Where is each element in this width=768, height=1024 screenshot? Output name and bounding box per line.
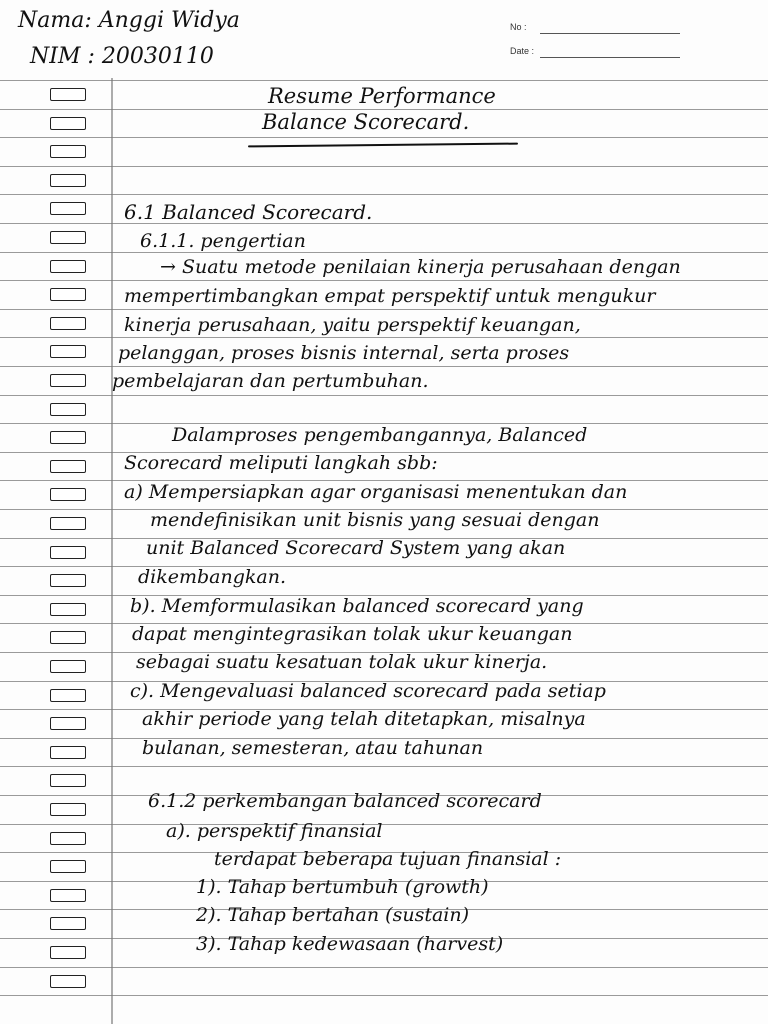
subsection-heading-6-1-2: 6.1.2 perkembangan balanced scorecard <box>148 790 542 812</box>
text-line: → Suatu metode penilaian kinerja perusahaan dengan <box>160 256 681 278</box>
title-underline <box>248 143 518 148</box>
text-line: mendefinisikan unit bisnis yang sesuai dengan <box>150 509 600 531</box>
margin-checkbox <box>50 517 86 530</box>
subsection-heading-6-1-1: 6.1.1. pengertian <box>140 230 306 252</box>
margin-checkbox <box>50 403 86 416</box>
text-line: terdapat beberapa tujuan finansial : <box>214 848 562 870</box>
margin-checkbox <box>50 145 86 158</box>
margin-checkbox <box>50 803 86 816</box>
margin-checkbox <box>50 431 86 444</box>
margin-checkbox <box>50 889 86 902</box>
margin-checkbox <box>50 917 86 930</box>
text-line: kinerja perusahaan, yaitu perspektif keuangan, <box>124 314 581 336</box>
margin-checkbox <box>50 345 86 358</box>
margin-checkbox <box>50 488 86 501</box>
margin-checkbox <box>50 603 86 616</box>
margin-checkbox <box>50 746 86 759</box>
margin-checkbox-column <box>0 0 110 1024</box>
section-heading-6-1: 6.1 Balanced Scorecard. <box>124 200 373 224</box>
margin-checkbox <box>50 574 86 587</box>
margin-checkbox <box>50 460 86 473</box>
margin-checkbox <box>50 117 86 130</box>
margin-checkbox <box>50 860 86 873</box>
margin-checkbox <box>50 631 86 644</box>
margin-checkbox <box>50 660 86 673</box>
text-line: Scorecard meliputi langkah sbb: <box>124 452 438 474</box>
no-label: No : <box>510 22 527 32</box>
margin-checkbox <box>50 317 86 330</box>
list-item-3: 3). Tahap kedewasaan (harvest) <box>196 933 504 955</box>
margin-checkbox <box>50 946 86 959</box>
margin-checkbox <box>50 374 86 387</box>
text-line: akhir periode yang telah ditetapkan, misalnya <box>142 708 586 730</box>
text-line: mempertimbangkan empat perspektif untuk mengukur <box>124 285 656 307</box>
margin-checkbox <box>50 88 86 101</box>
list-item-b: b). Memformulasikan balanced scorecard yang <box>130 595 584 617</box>
student-nim: NIM : 20030110 <box>30 44 214 69</box>
margin-checkbox <box>50 260 86 273</box>
title-line-2: Balance Scorecard. <box>262 110 470 134</box>
text-line: bulanan, semesteran, atau tahunan <box>142 737 484 759</box>
margin-checkbox <box>50 288 86 301</box>
margin-checkbox <box>50 717 86 730</box>
list-item-2: 2). Tahap bertahan (sustain) <box>196 904 470 926</box>
list-item-a: a) Mempersiapkan agar organisasi menentukan dan <box>124 481 628 503</box>
list-item-1: 1). Tahap bertumbuh (growth) <box>196 876 489 898</box>
list-item-c: c). Mengevaluasi balanced scorecard pada setiap <box>130 680 606 702</box>
margin-checkbox <box>50 832 86 845</box>
text-line: Dalamproses pengembangannya, Balanced <box>172 424 588 446</box>
text-line: pelanggan, proses bisnis internal, serta proses <box>118 342 570 364</box>
text-line: pembelajaran dan pertumbuhan. <box>112 370 429 392</box>
margin-checkbox <box>50 546 86 559</box>
date-field-line <box>540 57 680 58</box>
text-line: unit Balanced Scorecard System yang akan <box>146 537 566 559</box>
margin-checkbox <box>50 202 86 215</box>
list-item-perspektif: a). perspektif finansial <box>166 820 383 842</box>
text-line: dapat mengintegrasikan tolak ukur keuangan <box>132 623 573 645</box>
title-line-1: Resume Performance <box>268 84 496 108</box>
text-line: sebagai suatu kesatuan tolak ukur kinerja. <box>136 651 548 673</box>
margin-checkbox <box>50 689 86 702</box>
no-field-line <box>540 33 680 34</box>
student-name: Nama: Anggi Widya <box>18 8 240 33</box>
date-label: Date : <box>510 46 535 56</box>
margin-checkbox <box>50 174 86 187</box>
margin-checkbox <box>50 774 86 787</box>
margin-checkbox <box>50 231 86 244</box>
text-line: dikembangkan. <box>138 566 287 588</box>
margin-checkbox <box>50 975 86 988</box>
